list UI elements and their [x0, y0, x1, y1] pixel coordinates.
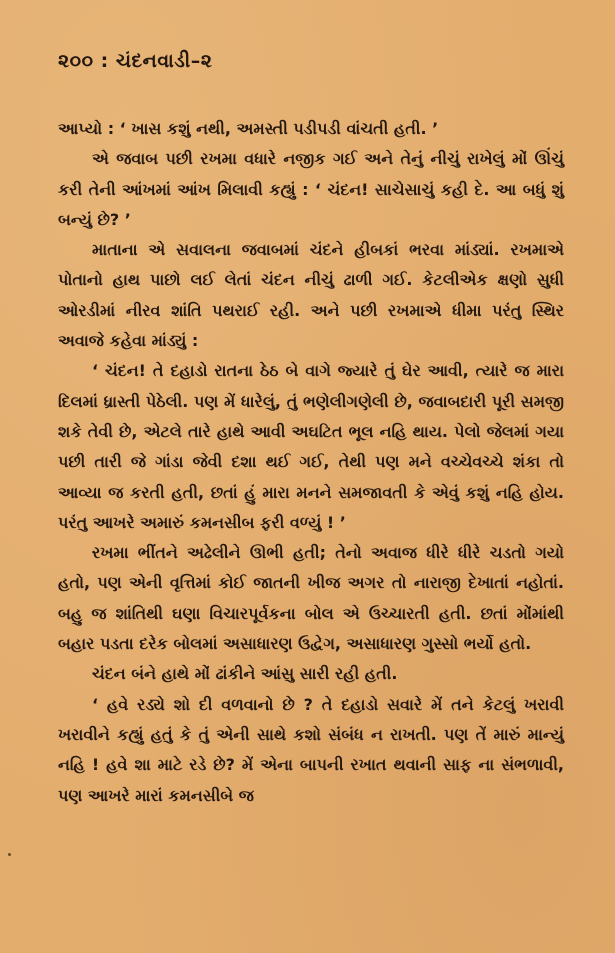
paragraph-6: ચંદન બંને હાથે મોં ઢાંકીને આંસુ સારી રહી હતી. [92, 664, 398, 684]
paper-speck [8, 853, 11, 856]
body-text [58, 114, 564, 811]
paragraph-5: રખમા ભીંતને અઢેલીને ઊભી હતી; તેનો અવાજ ધીરે ધીરે ચડતો ગયો હતો, પણ એની વૃત્તિમાં કોઈ જાતની ખીજ અગર તો નારાજી દેખાતાં નહોતાં. બહુ જ શાંતિથી ઘણા વિચારપૂર્વકના બોલ એ ઉચ્ચારતી હતી. છતાં મોંમાંથી બહાર પડતા દરેક બોલમાં અસાધારણ ઉદ્વેગ, અસાધારણ ગુસ્સો ભર્યો હતો. [58, 543, 564, 654]
paragraph-3: માતાના એ સવાલના જવાબમાં ચંદને હીબકાં ભરવા માંડ્યાં. રખમાએ પોતાનો હાથ પાછો લઈ લેતાં ચંદન નીચું ઢાળી ગઈ. કેટલીએક ક્ષણો સુધી ઓરડીમાં નીરવ શાંતિ પથરાઈ રહી. અને પછી રખમાએ ધીમા પરંતુ સ્થિર અવાજે કહેવા માંડ્યું : [58, 240, 564, 351]
paragraph-7: ‘ હવે રડ્યે શો દી વળવાનો છે ? તે દહાડો સવારે મેં તને કેટલું ખરાવી ખરાવીને કહ્યું હતું કે તું એની સાથે કશો સંબંધ ન રાખતી. પણ તેં મારું માન્યું નહિ ! હવે શા માટે રડે છે? મેં એના બાપની રખાત થવાની સાફ ના સંભળાવી, પણ આખરે મારાં કમનસીબે જ [58, 694, 564, 805]
paragraph-1: આપ્યો : ‘ ખાસ કશું નથી, અમસ્તી પડીપડી વાંચતી હતી. ’ [58, 119, 439, 138]
paragraph-2: એ જવાબ પછી રખમા વધારે નજીક ગઈ અને તેનું નીચું રાખેલું મોં ઊંચું કરી તેની આંખમાં આંખ મિલાવી કહ્યું : ‘ ચંદન! સાચેસાચું કહી દે. આ બધું શું બન્યું છે? ’ [58, 149, 564, 229]
running-head: ૨૦૦ : ચંદનવાડી–૨ [58, 50, 213, 72]
paragraph-4: ‘ ચંદન! તે દહાડો રાતના ઠેઠ બે વાગે જ્યારે તું ઘેર આવી, ત્યારે જ મારા દિલમાં ધ્રાસ્તી પેઠેલી. પણ મેં ધારેલું, તું ભણેલીગણેલી છે, જવાબદારી પૂરી સમજી શકે તેવી છે, એટલે તારે હાથે આવી અઘટિત ભૂલ નહિ થાય. પેલો જેલમાં ગયા પછી તારી જે ગાંડા જેવી દશા થઈ ગઈ, તેથી પણ મને વચ્ચેવચ્ચે શંકા તો આવ્યા જ કરતી હતી, છતાં હું મારા મનને સમજાવતી કે એવું કશું નહિ હોય. પરંતુ આખરે અમારું કમનસીબ ફરી વળ્યું ! ’ [58, 361, 564, 532]
